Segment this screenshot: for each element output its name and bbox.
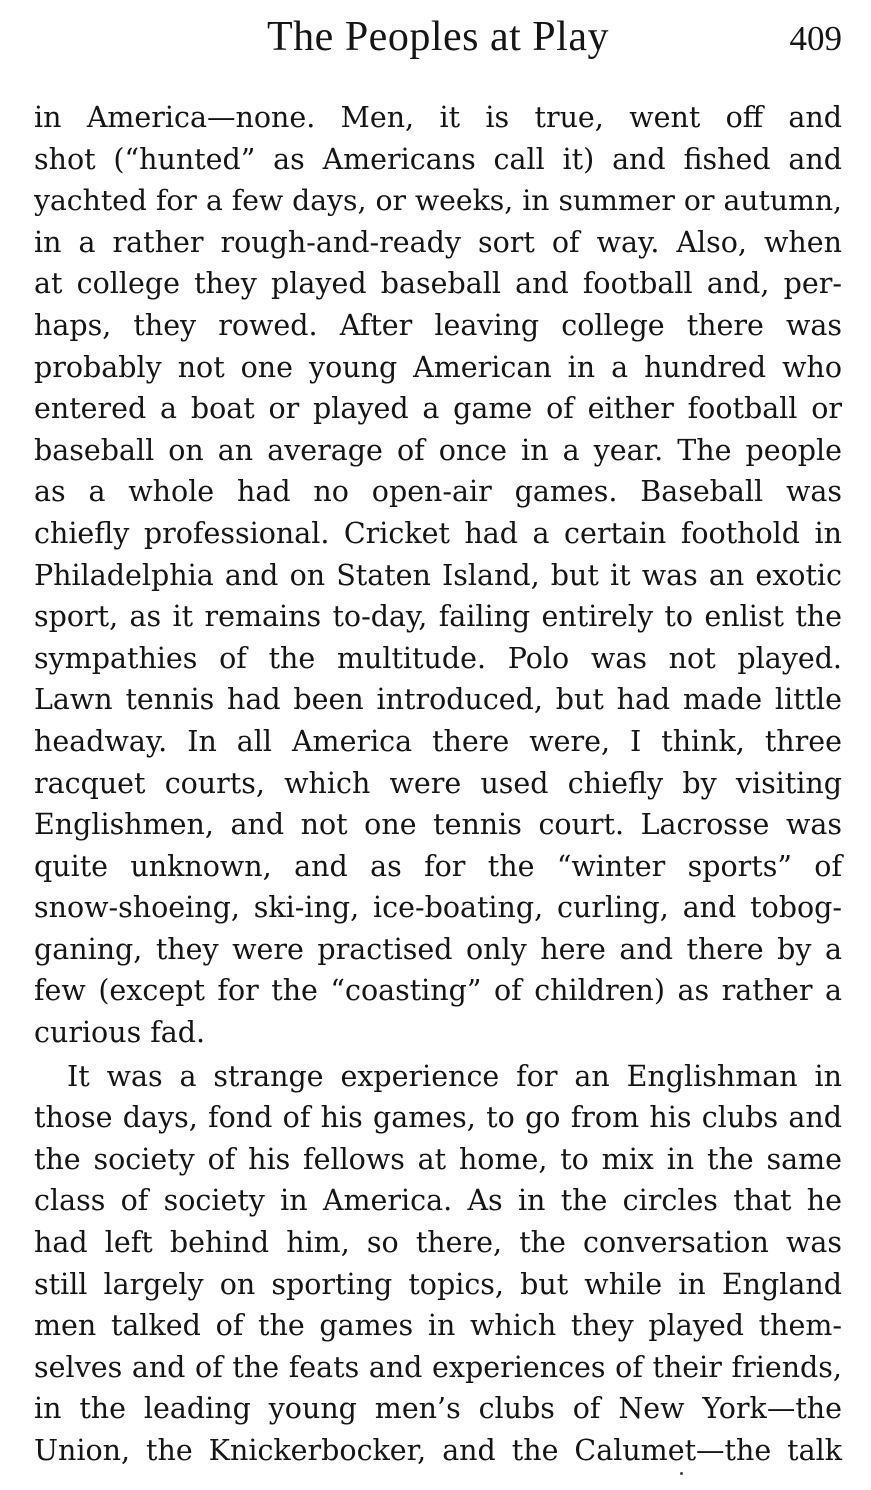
- paragraph-2: [34, 1056, 842, 1472]
- text-line: yachted for a few days, or weeks, in summer or autumn,: [34, 184, 842, 218]
- text-line: sport, as it remains to-day, failing entirely to enlist the: [34, 600, 842, 634]
- text-line: those days, fond of his games, to go from his clubs and: [34, 1101, 842, 1135]
- text-line: in the leading young men’s clubs of New York—the: [34, 1392, 842, 1426]
- text-line: Philadelphia and on Staten Island, but it was an exotic: [34, 558, 842, 592]
- text-line: probably not one young American in a hundred who: [34, 350, 842, 384]
- text-line: Lawn tennis had been introduced, but had made little: [34, 683, 842, 717]
- text-line: chiefly professional. Cricket had a certain foothold in: [34, 516, 842, 550]
- text-line: entered a boat or played a game of either football or: [34, 392, 842, 426]
- text-line: in a rather rough-and-ready sort of way. Also, when: [34, 225, 842, 259]
- running-title: The Peoples at Play: [267, 14, 609, 60]
- text-line: class of society in America. As in the circles that he: [34, 1184, 842, 1218]
- text-line: racquet courts, which were used chiefly by visiting: [34, 766, 842, 800]
- text-line: baseball on an average of once in a year. The people: [34, 433, 842, 467]
- text-line: quite unknown, and as for the “winter sports” of: [34, 849, 842, 883]
- text-line: ganing, they were practised only here and there by a: [34, 932, 842, 966]
- text-line: still largely on sporting topics, but while in England: [34, 1267, 842, 1301]
- text-line: haps, they rowed. After leaving college there was: [34, 308, 842, 342]
- text-line: selves and of the feats and experiences of their friends,: [34, 1350, 842, 1384]
- book-page: [34, 0, 842, 1490]
- text-line: few (except for the “coasting” of children) as rather a: [34, 974, 842, 1008]
- text-line: at college they played baseball and football and, per-: [34, 267, 842, 301]
- text-line: headway. In all America there were, I think, three: [34, 724, 842, 758]
- print-speck: [680, 1472, 683, 1475]
- text-line: Union, the Knickerbocker, and the Calumet—the talk: [34, 1434, 842, 1467]
- text-line: curious fad.: [34, 1016, 206, 1050]
- text-line: in America—none. Men, it is true, went off and: [34, 101, 842, 134]
- text-line: Englishmen, and not one tennis court. Lacrosse was: [34, 808, 842, 842]
- text-line: men talked of the games in which they played them-: [34, 1309, 842, 1343]
- paragraph-1: [34, 97, 842, 1054]
- text-line: had left behind him, so there, the conversation was: [34, 1226, 842, 1260]
- body-text: [34, 97, 842, 1472]
- page-number: 409: [789, 19, 842, 58]
- text-line: It was a strange experience for an Englishman in: [67, 1059, 842, 1093]
- text-line: snow-shoeing, ski-ing, ice-boating, curling, and tobog-: [34, 891, 842, 925]
- page-header: [34, 0, 842, 72]
- text-line: the society of his fellows at home, to mix in the same: [34, 1142, 842, 1176]
- text-line: sympathies of the multitude. Polo was not played.: [34, 641, 842, 675]
- text-line: as a whole had no open-air games. Baseball was: [34, 475, 842, 509]
- text-line: shot (“hunted” as Americans call it) and fished and: [34, 142, 842, 176]
